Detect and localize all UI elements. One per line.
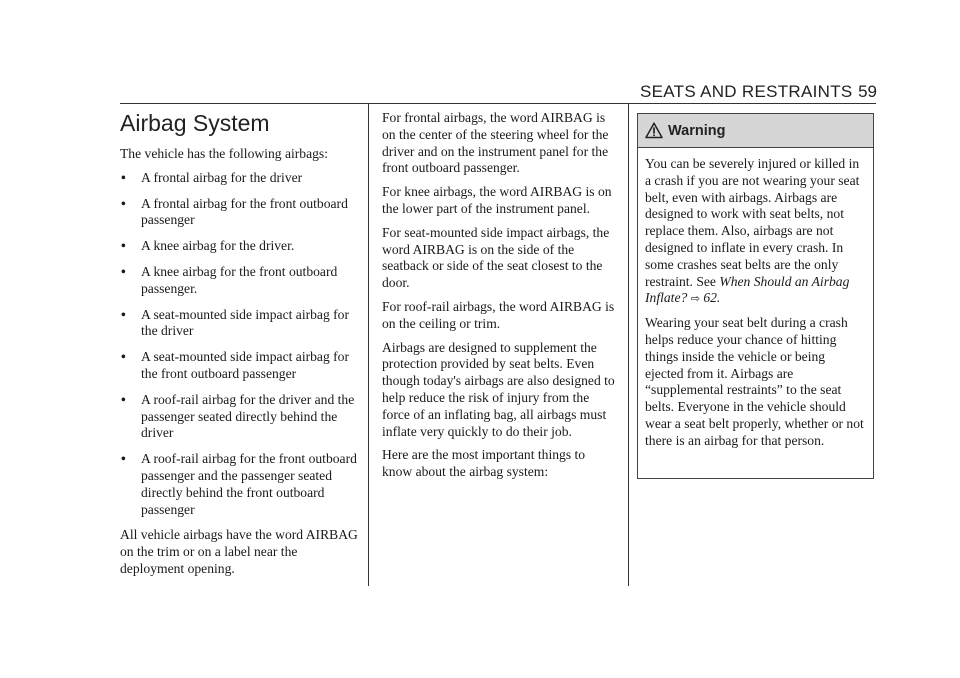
paragraph: For roof-rail airbags, the word AIRBAG is on the ceiling or trim.: [382, 298, 615, 331]
paragraph: For frontal airbags, the word AIRBAG is on the center of the steering wheel for the driver and on the instrument panel for the front outboard passenger.: [382, 110, 609, 176]
list-item: • A roof-rail airbag for the front outboard passenger and the passenger seated directly behind the front outboard passenger: [121, 451, 357, 517]
warning-triangle-icon: [645, 122, 663, 139]
paragraph: For knee airbags, the word AIRBAG is on the lower part of the instrument panel.: [382, 184, 612, 216]
list-item: • A seat-mounted side impact airbag for the driver: [121, 306, 349, 339]
cross-reference-link[interactable]: When Should an Airbag Inflate?: [645, 273, 850, 306]
bullet-icon: •: [121, 306, 126, 322]
paragraph: Airbags are designed to supplement the protection provided by seat belts. Even though today's airbags are also designed to help reduce the risk of injury from the force of an inflating bag, all airbags must inflate very quickly to do their job.: [382, 339, 615, 439]
list-item: • A knee airbag for the front outboard passenger.: [121, 263, 338, 296]
list-item: • A frontal airbag for the driver: [121, 169, 303, 185]
bullet-icon: •: [121, 391, 126, 407]
bullet-icon: •: [121, 349, 126, 365]
warning-header: [638, 114, 873, 148]
warning-paragraph: Wearing your seat belt during a crash helps reduce your chance of hitting things inside the vehicle or being ejected from it. Airbags are “supplemental restraints” to the seat belts. Everyone in the vehicle should wear a seat belt properly, whether or not there is an airbag for that person.: [645, 315, 864, 448]
warning-paragraph: You can be severely injured or killed in a crash if you are not wearing your seat belt, even with airbags. Airbags are designed to work with seat belts, not replace them. Also, airbags are not designed to inflate in every crash. In some crashes seat belts are the only restraint. See When Should an Airbag Inflate? ⇨ 62.: [645, 156, 860, 306]
bullet-icon: •: [121, 238, 126, 254]
page-number: 59: [858, 82, 877, 101]
warning-box: [637, 113, 874, 479]
bullet-icon: •: [121, 195, 126, 211]
intro-text: The vehicle has the following airbags:: [120, 146, 328, 161]
list-item: • A knee airbag for the driver.: [121, 238, 295, 254]
paragraph: For seat-mounted side impact airbags, the word AIRBAG is on the side of the seatback or side of the seat closest to the door.: [382, 224, 610, 291]
column-1: [120, 110, 360, 585]
column-2: [382, 110, 618, 488]
warning-label: Warning: [668, 122, 726, 139]
list-item: • A roof-rail airbag for the driver and the passenger seated directly behind the driver: [121, 391, 355, 441]
section-header: SEATS AND RESTRAINTS: [640, 82, 853, 101]
column-divider-2: [628, 104, 629, 586]
bullet-icon: •: [121, 451, 126, 467]
page-reference-arrow-icon: ⇨: [690, 292, 700, 306]
paragraph: Here are the most important things to know about the airbag system:: [382, 447, 586, 480]
list-item: • A seat-mounted side impact airbag for the front outboard passenger: [121, 349, 349, 381]
bullet-icon: •: [121, 263, 126, 279]
header-divider: [120, 103, 876, 104]
airbag-list: [120, 170, 360, 519]
bullet-icon: •: [121, 169, 126, 185]
warning-body: [638, 148, 873, 450]
list-item: • A frontal airbag for the front outboard passenger: [121, 195, 348, 228]
column-divider-1: [368, 104, 369, 586]
closing-text: All vehicle airbags have the word AIRBAG on the trim or on a label near the deployment opening.: [120, 527, 358, 576]
reference-page-number[interactable]: 62: [703, 290, 717, 306]
section-title: Airbag System: [120, 110, 270, 136]
